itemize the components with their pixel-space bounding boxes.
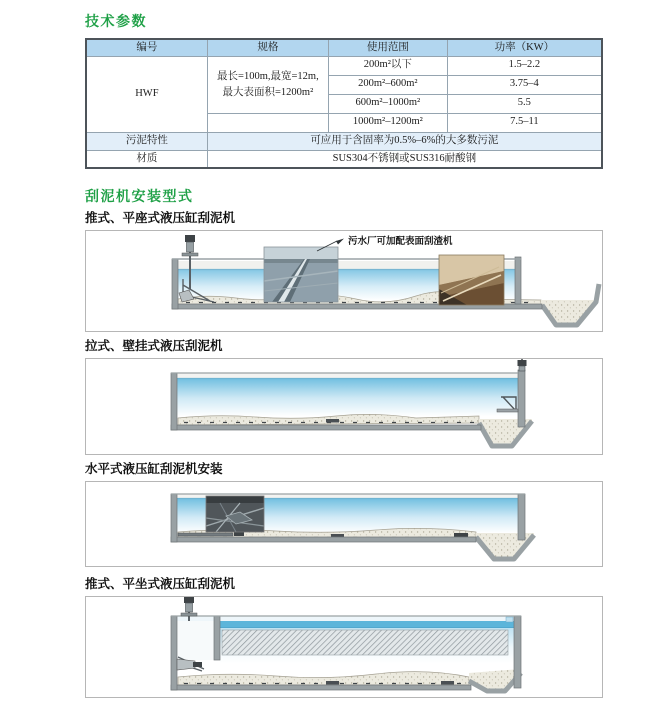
sludge-row: [86, 132, 602, 150]
tank-baffle-wall: [515, 257, 521, 304]
annotation-text: 污水厂可加配表面刮渣机: [348, 236, 453, 247]
tank-left-wall: [171, 494, 177, 542]
scraper-flight: [234, 532, 244, 536]
table-row: [86, 56, 602, 75]
power-cell: 5.5: [447, 94, 602, 113]
tank-right-wall: [518, 494, 525, 540]
scraper-flight: [441, 681, 454, 685]
figure-push-flat-seat: [85, 211, 672, 332]
inlet-baffle: [214, 616, 220, 660]
range-cell: 600m²–1000m²: [329, 94, 448, 113]
scraper-flight: [326, 681, 339, 685]
inlet-chamber: [177, 616, 214, 660]
effluent-notch: [506, 617, 513, 622]
figure-4-diagram: [86, 597, 602, 697]
model-cell: HWF: [86, 56, 207, 132]
power-cell: 7.5–11: [447, 113, 602, 132]
spec-cell: [207, 56, 328, 113]
photo-inset-tank-top: [264, 247, 338, 302]
inclined-plate-module: [222, 630, 508, 655]
figure-1-label: 推式、平座式液压缸刮泥机: [85, 211, 236, 225]
figure-1-diagram: [86, 231, 602, 331]
spec-line-1: 最长=100m,最宽=12m,: [217, 70, 319, 82]
material-label-cell: 材质: [86, 150, 207, 168]
photo-inset-floor-scraper: [206, 496, 264, 532]
figure-4-frame: [85, 596, 603, 698]
figure-3-label: 水平式液压缸刮泥机安装: [85, 462, 223, 476]
figure-3-frame: [85, 481, 603, 567]
tank-right-wall: [518, 370, 525, 427]
figure-push-flat-sit: [85, 577, 672, 698]
water-surface-band: [220, 621, 514, 628]
photo-inset-scum-scraper: [439, 255, 504, 305]
spec-table: [85, 38, 603, 169]
sludge-label-cell: 污泥特性: [86, 132, 207, 150]
column-header-range: 使用范围: [329, 39, 448, 56]
figure-2-frame: [85, 358, 603, 455]
tank-left-wall: [172, 259, 178, 309]
tank-cross-section: [171, 616, 521, 691]
material-row: [86, 150, 602, 168]
tank-floor: [171, 685, 471, 690]
scraper-flight: [454, 533, 468, 537]
tank-floor: [171, 425, 481, 430]
range-cell: 200m²以下: [329, 56, 448, 75]
figure-2-diagram: [86, 359, 602, 454]
scraper-flight: [326, 419, 339, 423]
arrowhead-icon: [336, 239, 344, 245]
tank-cross-section: [172, 257, 599, 325]
tank-right-wall: [514, 616, 521, 688]
section-title-technical-parameters: 技术参数: [85, 13, 147, 29]
section-title-scraper-installation-types: 刮泥机安装型式: [85, 188, 194, 204]
range-cell: 1000m²–1200m²: [329, 113, 448, 132]
figure-1-frame: [85, 230, 603, 332]
sludge-value-cell: 可应用于含固率为0.5%–6%的大多数污泥: [207, 132, 602, 150]
hydraulic-cylinder: [178, 533, 233, 536]
power-cell: 1.5–2.2: [447, 56, 602, 75]
figure-2-label: 拉式、壁挂式液压刮泥机: [85, 339, 223, 353]
tank-left-wall: [171, 373, 177, 430]
material-value-cell: SUS304不锈钢或SUS316耐酸钢: [207, 150, 602, 168]
figure-4-label: 推式、平坐式液压缸刮泥机: [85, 577, 236, 591]
figure-pull-wall-mounted: [85, 339, 672, 455]
figure-horizontal-cylinder: [85, 462, 672, 567]
range-cell: 200m²–600m²: [329, 75, 448, 94]
figure-3-diagram: [86, 482, 602, 566]
tank-floor: [171, 537, 476, 542]
spec-line-2: 最大表面积=1200m²: [222, 86, 314, 98]
power-cell: 3.75–4: [447, 75, 602, 94]
table-header-row: [86, 39, 602, 56]
column-header-spec: 规格: [207, 39, 328, 56]
column-header-model: 编号: [86, 39, 207, 56]
tank-left-wall: [171, 616, 177, 690]
scraper-drive-unit: [518, 359, 527, 371]
column-header-power: 功率（KW）: [447, 39, 602, 56]
tank-cross-section: [171, 370, 532, 446]
spec-empty-cell: [207, 113, 328, 132]
